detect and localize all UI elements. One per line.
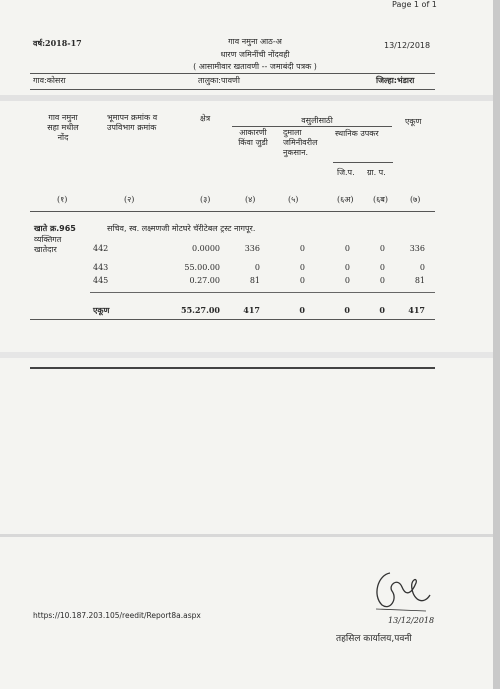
total-zp: 0 bbox=[344, 305, 350, 315]
khata-number: खाते क्र.965 bbox=[34, 224, 76, 233]
col-header-village-entry: गाव नमुना सहा मधील नोंद bbox=[47, 113, 79, 142]
report-url: https://10.187.203.105/reedit/Report8a.aspx bbox=[33, 611, 201, 620]
col-header-recovery-group: वसुलीसाठी bbox=[301, 116, 333, 125]
col-number: (६ब) bbox=[373, 195, 388, 204]
area: 55.00.00 bbox=[184, 263, 220, 272]
total-damage: 0 bbox=[299, 305, 305, 315]
col-number: (४) bbox=[245, 195, 256, 204]
group-rule bbox=[232, 126, 392, 127]
scan-band bbox=[0, 95, 500, 101]
col-header-damage: दुमाला जमिनीवरील नुकसान. bbox=[283, 128, 318, 157]
survey-number: 443 bbox=[93, 263, 109, 272]
gp-cess: 0 bbox=[379, 276, 385, 285]
table-header-rule bbox=[30, 211, 435, 212]
col-header-zp: जि.प. bbox=[337, 168, 355, 177]
village-label: गाव:कोसरा bbox=[33, 76, 66, 85]
totals-label: एकूण bbox=[93, 306, 110, 315]
col-header-area: क्षेत्र bbox=[200, 114, 211, 123]
district-label: जिल्हा:भंडारा bbox=[376, 76, 415, 85]
col-header-local-cess: स्थानिक उपकर bbox=[335, 129, 379, 138]
header-rule bbox=[30, 89, 435, 90]
report-subtitle: धारण जमिनींची नोंदवही bbox=[220, 50, 290, 59]
totals-rule-top bbox=[90, 292, 435, 293]
total-assessment: 417 bbox=[243, 305, 260, 315]
totals-rule-bottom bbox=[30, 319, 435, 320]
col-header-gp: ग्रा. प. bbox=[367, 168, 386, 177]
zp-cess: 0 bbox=[344, 276, 350, 285]
row-total: 81 bbox=[414, 276, 425, 285]
col-number: (६अ) bbox=[337, 195, 354, 204]
area: 0.27.00 bbox=[189, 276, 220, 285]
col-header-total: एकूण bbox=[405, 117, 422, 126]
zp-cess: 0 bbox=[344, 244, 350, 253]
col-number: (७) bbox=[410, 195, 421, 204]
cess-rule bbox=[333, 162, 393, 163]
col-header-assessment: आकारणी किंवा जुडी bbox=[238, 128, 268, 147]
office-name: तहसिल कार्यालय,पवनी bbox=[336, 634, 412, 644]
table-bottom-rule bbox=[30, 367, 435, 369]
account-owner: सचिव, स्व. लक्ष्मणजी मोटघरे चॅरीटेबल ट्रस्ट नागपूर. bbox=[107, 224, 256, 233]
assessment: 0 bbox=[254, 263, 260, 272]
damage: 0 bbox=[299, 276, 305, 285]
report-year: वर्ष:2018-17 bbox=[33, 38, 82, 48]
survey-number: 442 bbox=[93, 244, 109, 253]
gp-cess: 0 bbox=[379, 263, 385, 272]
damage: 0 bbox=[299, 263, 305, 272]
signature-date: 13/12/2018 bbox=[388, 616, 435, 625]
account-type: व्यक्तिगत खातेदार bbox=[34, 235, 62, 254]
area: 0.0000 bbox=[192, 244, 220, 253]
taluka-label: तालुका:पावणी bbox=[198, 76, 240, 85]
damage: 0 bbox=[299, 244, 305, 253]
survey-number: 445 bbox=[93, 276, 109, 285]
assessment: 336 bbox=[244, 244, 260, 253]
grand-total: 417 bbox=[408, 305, 425, 315]
report-title: गाव नमुना आठ-अ bbox=[228, 37, 282, 46]
col-number: (२) bbox=[124, 195, 135, 204]
scan-band bbox=[0, 352, 500, 358]
zp-cess: 0 bbox=[344, 263, 350, 272]
col-header-survey-number: भूमापन क्रमांक व उपविभाग क्रमांक bbox=[107, 113, 158, 132]
total-area: 55.27.00 bbox=[181, 305, 220, 315]
scan-band bbox=[0, 534, 500, 537]
total-gp: 0 bbox=[379, 305, 385, 315]
report-date: 13/12/2018 bbox=[384, 41, 431, 50]
page-number: Page 1 of 1 bbox=[392, 0, 437, 9]
col-number: (१) bbox=[57, 195, 68, 204]
scan-shadow bbox=[493, 0, 500, 689]
row-total: 0 bbox=[419, 263, 425, 272]
header-rule bbox=[30, 73, 435, 74]
assessment: 81 bbox=[249, 276, 260, 285]
col-number: (५) bbox=[288, 195, 299, 204]
signature-graphic bbox=[368, 565, 438, 615]
row-total: 336 bbox=[409, 244, 425, 253]
col-number: (३) bbox=[200, 195, 211, 204]
report-subtitle-2: ( आसामीवार खतावणी -- जमाबंदी पत्रक ) bbox=[193, 62, 317, 71]
gp-cess: 0 bbox=[379, 244, 385, 253]
